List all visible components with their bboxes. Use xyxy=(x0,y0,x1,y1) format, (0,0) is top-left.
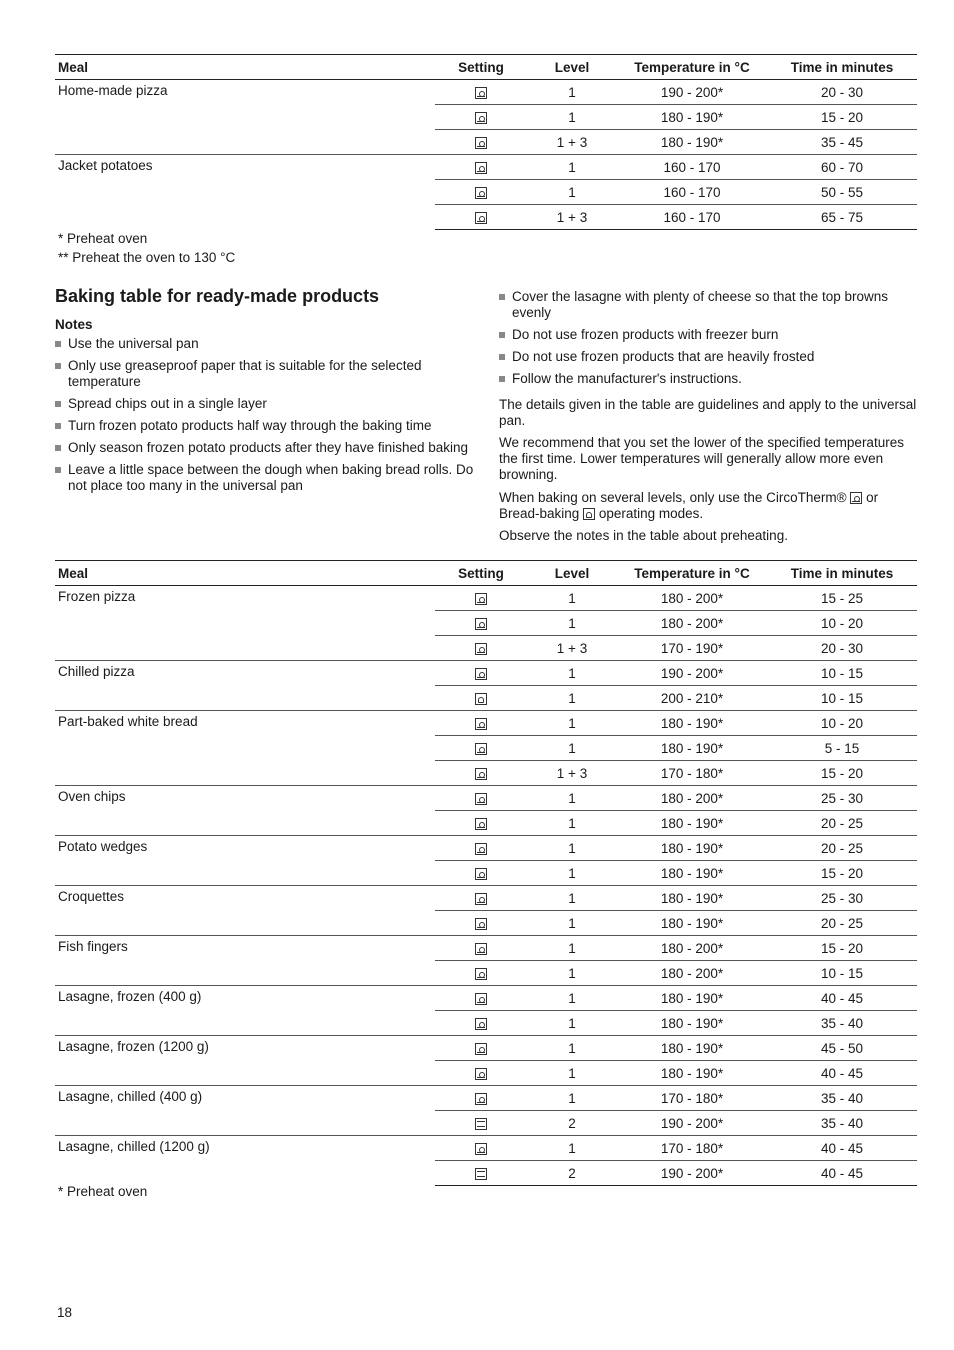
meal-cell: Frozen pizza xyxy=(55,586,435,661)
temperature-cell: 190 - 200* xyxy=(617,1111,767,1136)
setting-cell xyxy=(435,686,527,711)
setting-cell xyxy=(435,811,527,836)
table-row xyxy=(55,836,917,861)
temperature-cell: 160 - 170 xyxy=(617,205,767,230)
level-cell: 2 xyxy=(527,1161,617,1186)
setting-cell xyxy=(435,1161,527,1186)
setting-cell xyxy=(435,611,527,636)
setting-cell xyxy=(435,711,527,736)
level-cell: 1 + 3 xyxy=(527,205,617,230)
fan-heat-icon xyxy=(475,968,487,980)
time-cell: 10 - 15 xyxy=(767,961,917,986)
fan-heat-icon xyxy=(475,818,487,830)
temperature-cell: 180 - 190* xyxy=(617,911,767,936)
level-cell: 1 xyxy=(527,1061,617,1086)
setting-cell xyxy=(435,1086,527,1111)
table-header-row xyxy=(55,55,917,80)
setting-cell xyxy=(435,786,527,811)
paragraph-levels-b: or Bread-baking xyxy=(499,490,879,521)
time-cell: 15 - 20 xyxy=(767,761,917,786)
time-cell: 20 - 30 xyxy=(767,80,917,105)
time-cell: 10 - 20 xyxy=(767,611,917,636)
meal-cell: Home-made pizza xyxy=(55,80,435,155)
temperature-cell: 180 - 190* xyxy=(617,1061,767,1086)
temperature-cell: 180 - 190* xyxy=(617,1036,767,1061)
time-cell: 15 - 20 xyxy=(767,861,917,886)
temperature-cell: 180 - 190* xyxy=(617,836,767,861)
time-cell: 15 - 20 xyxy=(767,105,917,130)
time-cell: 60 - 70 xyxy=(767,155,917,180)
footnote-preheat: * Preheat oven xyxy=(58,231,148,246)
temperature-cell: 180 - 190* xyxy=(617,130,767,155)
top-bottom-heat-icon xyxy=(475,1168,487,1180)
page-number: 18 xyxy=(57,1305,73,1320)
fan-heat-icon xyxy=(475,993,487,1005)
time-cell: 5 - 15 xyxy=(767,736,917,761)
level-cell: 1 xyxy=(527,811,617,836)
temperature-cell: 180 - 200* xyxy=(617,936,767,961)
level-cell: 1 xyxy=(527,786,617,811)
table-row xyxy=(55,786,917,811)
fan-heat-icon xyxy=(475,87,487,99)
setting-cell xyxy=(435,1011,527,1036)
setting-cell xyxy=(435,205,527,230)
temperature-cell: 180 - 190* xyxy=(617,711,767,736)
meal-cell: Jacket potatoes xyxy=(55,155,435,230)
setting-cell xyxy=(435,155,527,180)
time-cell: 10 - 20 xyxy=(767,711,917,736)
temperature-cell: 170 - 180* xyxy=(617,761,767,786)
setting-cell xyxy=(435,80,527,105)
meal-cell: Potato wedges xyxy=(55,836,435,886)
paragraph-recommend: We recommend that you set the lower of the specified temperatures the first time. Lower temperatures will generally allow more even browning. xyxy=(499,435,904,482)
level-cell: 1 + 3 xyxy=(527,636,617,661)
header-time: Time in minutes xyxy=(767,561,917,586)
temperature-cell: 180 - 200* xyxy=(617,586,767,611)
notes-left-list xyxy=(55,336,475,494)
bread-baking-icon xyxy=(583,508,595,520)
temperature-cell: 180 - 190* xyxy=(617,886,767,911)
temperature-cell: 180 - 190* xyxy=(617,105,767,130)
fan-heat-icon xyxy=(475,768,487,780)
time-cell: 20 - 25 xyxy=(767,836,917,861)
header-level: Level xyxy=(527,561,617,586)
table-row xyxy=(55,661,917,686)
setting-cell xyxy=(435,1061,527,1086)
meal-cell: Lasagne, chilled (1200 g) xyxy=(55,1136,435,1186)
temperature-cell: 180 - 190* xyxy=(617,811,767,836)
setting-cell xyxy=(435,936,527,961)
list-item: Turn frozen potato products half way through the baking time xyxy=(55,418,475,434)
temperature-cell: 160 - 170 xyxy=(617,155,767,180)
table-row xyxy=(55,936,917,961)
time-cell: 35 - 40 xyxy=(767,1011,917,1036)
fan-heat-icon xyxy=(475,843,487,855)
time-cell: 20 - 25 xyxy=(767,911,917,936)
paragraph-guidelines: The details given in the table are guidelines and apply to the universal pan. xyxy=(499,397,917,428)
table-row xyxy=(55,155,917,180)
setting-cell xyxy=(435,180,527,205)
table-home-made xyxy=(55,54,917,230)
fan-heat-icon xyxy=(475,868,487,880)
temperature-cell: 170 - 180* xyxy=(617,1136,767,1161)
temperature-cell: 170 - 180* xyxy=(617,1086,767,1111)
setting-cell xyxy=(435,861,527,886)
meal-cell: Part-baked white bread xyxy=(55,711,435,786)
level-cell: 1 xyxy=(527,586,617,611)
fan-heat-icon xyxy=(475,643,487,655)
header-temperature: Temperature in °C xyxy=(617,561,767,586)
bread-baking-icon xyxy=(475,693,487,705)
temperature-cell: 200 - 210* xyxy=(617,686,767,711)
time-cell: 40 - 45 xyxy=(767,1061,917,1086)
temperature-cell: 190 - 200* xyxy=(617,1161,767,1186)
meal-cell: Fish fingers xyxy=(55,936,435,986)
header-temperature: Temperature in °C xyxy=(617,55,767,80)
setting-cell xyxy=(435,761,527,786)
level-cell: 1 xyxy=(527,911,617,936)
setting-cell xyxy=(435,911,527,936)
list-item: Follow the manufacturer's instructions. xyxy=(499,371,917,387)
temperature-cell: 180 - 200* xyxy=(617,786,767,811)
time-cell: 40 - 45 xyxy=(767,1161,917,1186)
setting-cell xyxy=(435,105,527,130)
level-cell: 1 xyxy=(527,686,617,711)
footnote-preheat: * Preheat oven xyxy=(58,1184,148,1199)
paragraph-preheating: Observe the notes in the table about preheating. xyxy=(499,528,788,543)
fan-heat-icon xyxy=(475,1068,487,1080)
level-cell: 1 xyxy=(527,155,617,180)
header-setting: Setting xyxy=(435,55,527,80)
circotherm-icon xyxy=(850,492,862,504)
header-meal: Meal xyxy=(55,55,435,80)
setting-cell xyxy=(435,130,527,155)
meal-cell: Lasagne, chilled (400 g) xyxy=(55,1086,435,1136)
setting-cell xyxy=(435,1136,527,1161)
setting-cell xyxy=(435,986,527,1011)
list-item: Spread chips out in a single layer xyxy=(55,396,475,412)
fan-heat-icon xyxy=(475,162,487,174)
fan-heat-icon xyxy=(475,1143,487,1155)
fan-heat-icon xyxy=(475,743,487,755)
meal-cell: Croquettes xyxy=(55,886,435,936)
level-cell: 1 xyxy=(527,1086,617,1111)
table-row xyxy=(55,586,917,611)
level-cell: 1 xyxy=(527,836,617,861)
setting-cell xyxy=(435,736,527,761)
time-cell: 20 - 30 xyxy=(767,636,917,661)
table-row xyxy=(55,886,917,911)
list-item: Only use greaseproof paper that is suitable for the selected temperature xyxy=(55,358,475,390)
header-time: Time in minutes xyxy=(767,55,917,80)
time-cell: 10 - 15 xyxy=(767,686,917,711)
level-cell: 1 + 3 xyxy=(527,130,617,155)
paragraph-levels-c: operating modes. xyxy=(598,506,704,521)
level-cell: 1 xyxy=(527,886,617,911)
table-row xyxy=(55,80,917,105)
setting-cell xyxy=(435,836,527,861)
level-cell: 1 xyxy=(527,611,617,636)
fan-heat-icon xyxy=(475,593,487,605)
meal-cell: Lasagne, frozen (1200 g) xyxy=(55,1036,435,1086)
fan-heat-icon xyxy=(475,212,487,224)
level-cell: 1 xyxy=(527,986,617,1011)
time-cell: 35 - 40 xyxy=(767,1111,917,1136)
time-cell: 10 - 15 xyxy=(767,661,917,686)
time-cell: 25 - 30 xyxy=(767,786,917,811)
time-cell: 40 - 45 xyxy=(767,986,917,1011)
list-item: Cover the lasagne with plenty of cheese so that the top browns evenly xyxy=(499,289,917,321)
temperature-cell: 190 - 200* xyxy=(617,661,767,686)
list-item: Use the universal pan xyxy=(55,336,475,352)
temperature-cell: 180 - 190* xyxy=(617,1011,767,1036)
level-cell: 1 xyxy=(527,661,617,686)
top-bottom-heat-icon xyxy=(475,1118,487,1130)
table-row xyxy=(55,1036,917,1061)
fan-heat-icon xyxy=(475,668,487,680)
header-level: Level xyxy=(527,55,617,80)
notes-heading: Notes xyxy=(55,317,93,332)
time-cell: 15 - 25 xyxy=(767,586,917,611)
paragraph-levels xyxy=(499,490,917,522)
temperature-cell: 170 - 190* xyxy=(617,636,767,661)
time-cell: 35 - 45 xyxy=(767,130,917,155)
time-cell: 65 - 75 xyxy=(767,205,917,230)
level-cell: 1 xyxy=(527,105,617,130)
level-cell: 1 xyxy=(527,1136,617,1161)
level-cell: 1 xyxy=(527,1011,617,1036)
setting-cell xyxy=(435,1111,527,1136)
temperature-cell: 190 - 200* xyxy=(617,80,767,105)
setting-cell xyxy=(435,886,527,911)
notes-right-list xyxy=(499,289,917,387)
time-cell: 35 - 40 xyxy=(767,1086,917,1111)
level-cell: 1 + 3 xyxy=(527,761,617,786)
setting-cell xyxy=(435,961,527,986)
time-cell: 20 - 25 xyxy=(767,811,917,836)
temperature-cell: 180 - 190* xyxy=(617,861,767,886)
header-meal: Meal xyxy=(55,561,435,586)
fan-heat-icon xyxy=(475,618,487,630)
time-cell: 25 - 30 xyxy=(767,886,917,911)
list-item: Only season frozen potato products after they have finished baking xyxy=(55,440,475,456)
level-cell: 1 xyxy=(527,736,617,761)
level-cell: 1 xyxy=(527,1036,617,1061)
fan-heat-icon xyxy=(475,918,487,930)
level-cell: 1 xyxy=(527,80,617,105)
temperature-cell: 180 - 200* xyxy=(617,611,767,636)
level-cell: 1 xyxy=(527,961,617,986)
table-ready-made xyxy=(55,560,917,1186)
level-cell: 1 xyxy=(527,180,617,205)
table-row xyxy=(55,711,917,736)
fan-heat-icon xyxy=(475,1043,487,1055)
setting-cell xyxy=(435,661,527,686)
table-row xyxy=(55,1136,917,1161)
meal-cell: Oven chips xyxy=(55,786,435,836)
paragraph-levels-a: When baking on several levels, only use the CircoTherm® xyxy=(499,490,847,505)
temperature-cell: 180 - 200* xyxy=(617,961,767,986)
time-cell: 50 - 55 xyxy=(767,180,917,205)
fan-heat-icon xyxy=(475,112,487,124)
list-item: Do not use frozen products that are heavily frosted xyxy=(499,349,917,365)
level-cell: 1 xyxy=(527,936,617,961)
fan-heat-icon xyxy=(475,1018,487,1030)
meal-cell: Lasagne, frozen (400 g) xyxy=(55,986,435,1036)
temperature-cell: 180 - 190* xyxy=(617,736,767,761)
time-cell: 40 - 45 xyxy=(767,1136,917,1161)
setting-cell xyxy=(435,586,527,611)
list-item: Leave a little space between the dough when baking bread rolls. Do not place too many in the universal pan xyxy=(55,462,475,494)
level-cell: 2 xyxy=(527,1111,617,1136)
table-row xyxy=(55,986,917,1011)
list-item: Do not use frozen products with freezer burn xyxy=(499,327,917,343)
table-header-row xyxy=(55,561,917,586)
temperature-cell: 160 - 170 xyxy=(617,180,767,205)
fan-heat-icon xyxy=(475,137,487,149)
fan-heat-icon xyxy=(475,1093,487,1105)
fan-heat-icon xyxy=(475,718,487,730)
fan-heat-icon xyxy=(475,943,487,955)
section-title: Baking table for ready-made products xyxy=(55,286,380,306)
temperature-cell: 180 - 190* xyxy=(617,986,767,1011)
time-cell: 45 - 50 xyxy=(767,1036,917,1061)
fan-heat-icon xyxy=(475,793,487,805)
fan-heat-icon xyxy=(475,893,487,905)
fan-heat-icon xyxy=(475,187,487,199)
header-setting: Setting xyxy=(435,561,527,586)
time-cell: 15 - 20 xyxy=(767,936,917,961)
setting-cell xyxy=(435,1036,527,1061)
meal-cell: Chilled pizza xyxy=(55,661,435,711)
setting-cell xyxy=(435,636,527,661)
level-cell: 1 xyxy=(527,711,617,736)
level-cell: 1 xyxy=(527,861,617,886)
footnote-preheat-130: ** Preheat the oven to 130 °C xyxy=(58,250,236,265)
table-row xyxy=(55,1086,917,1111)
